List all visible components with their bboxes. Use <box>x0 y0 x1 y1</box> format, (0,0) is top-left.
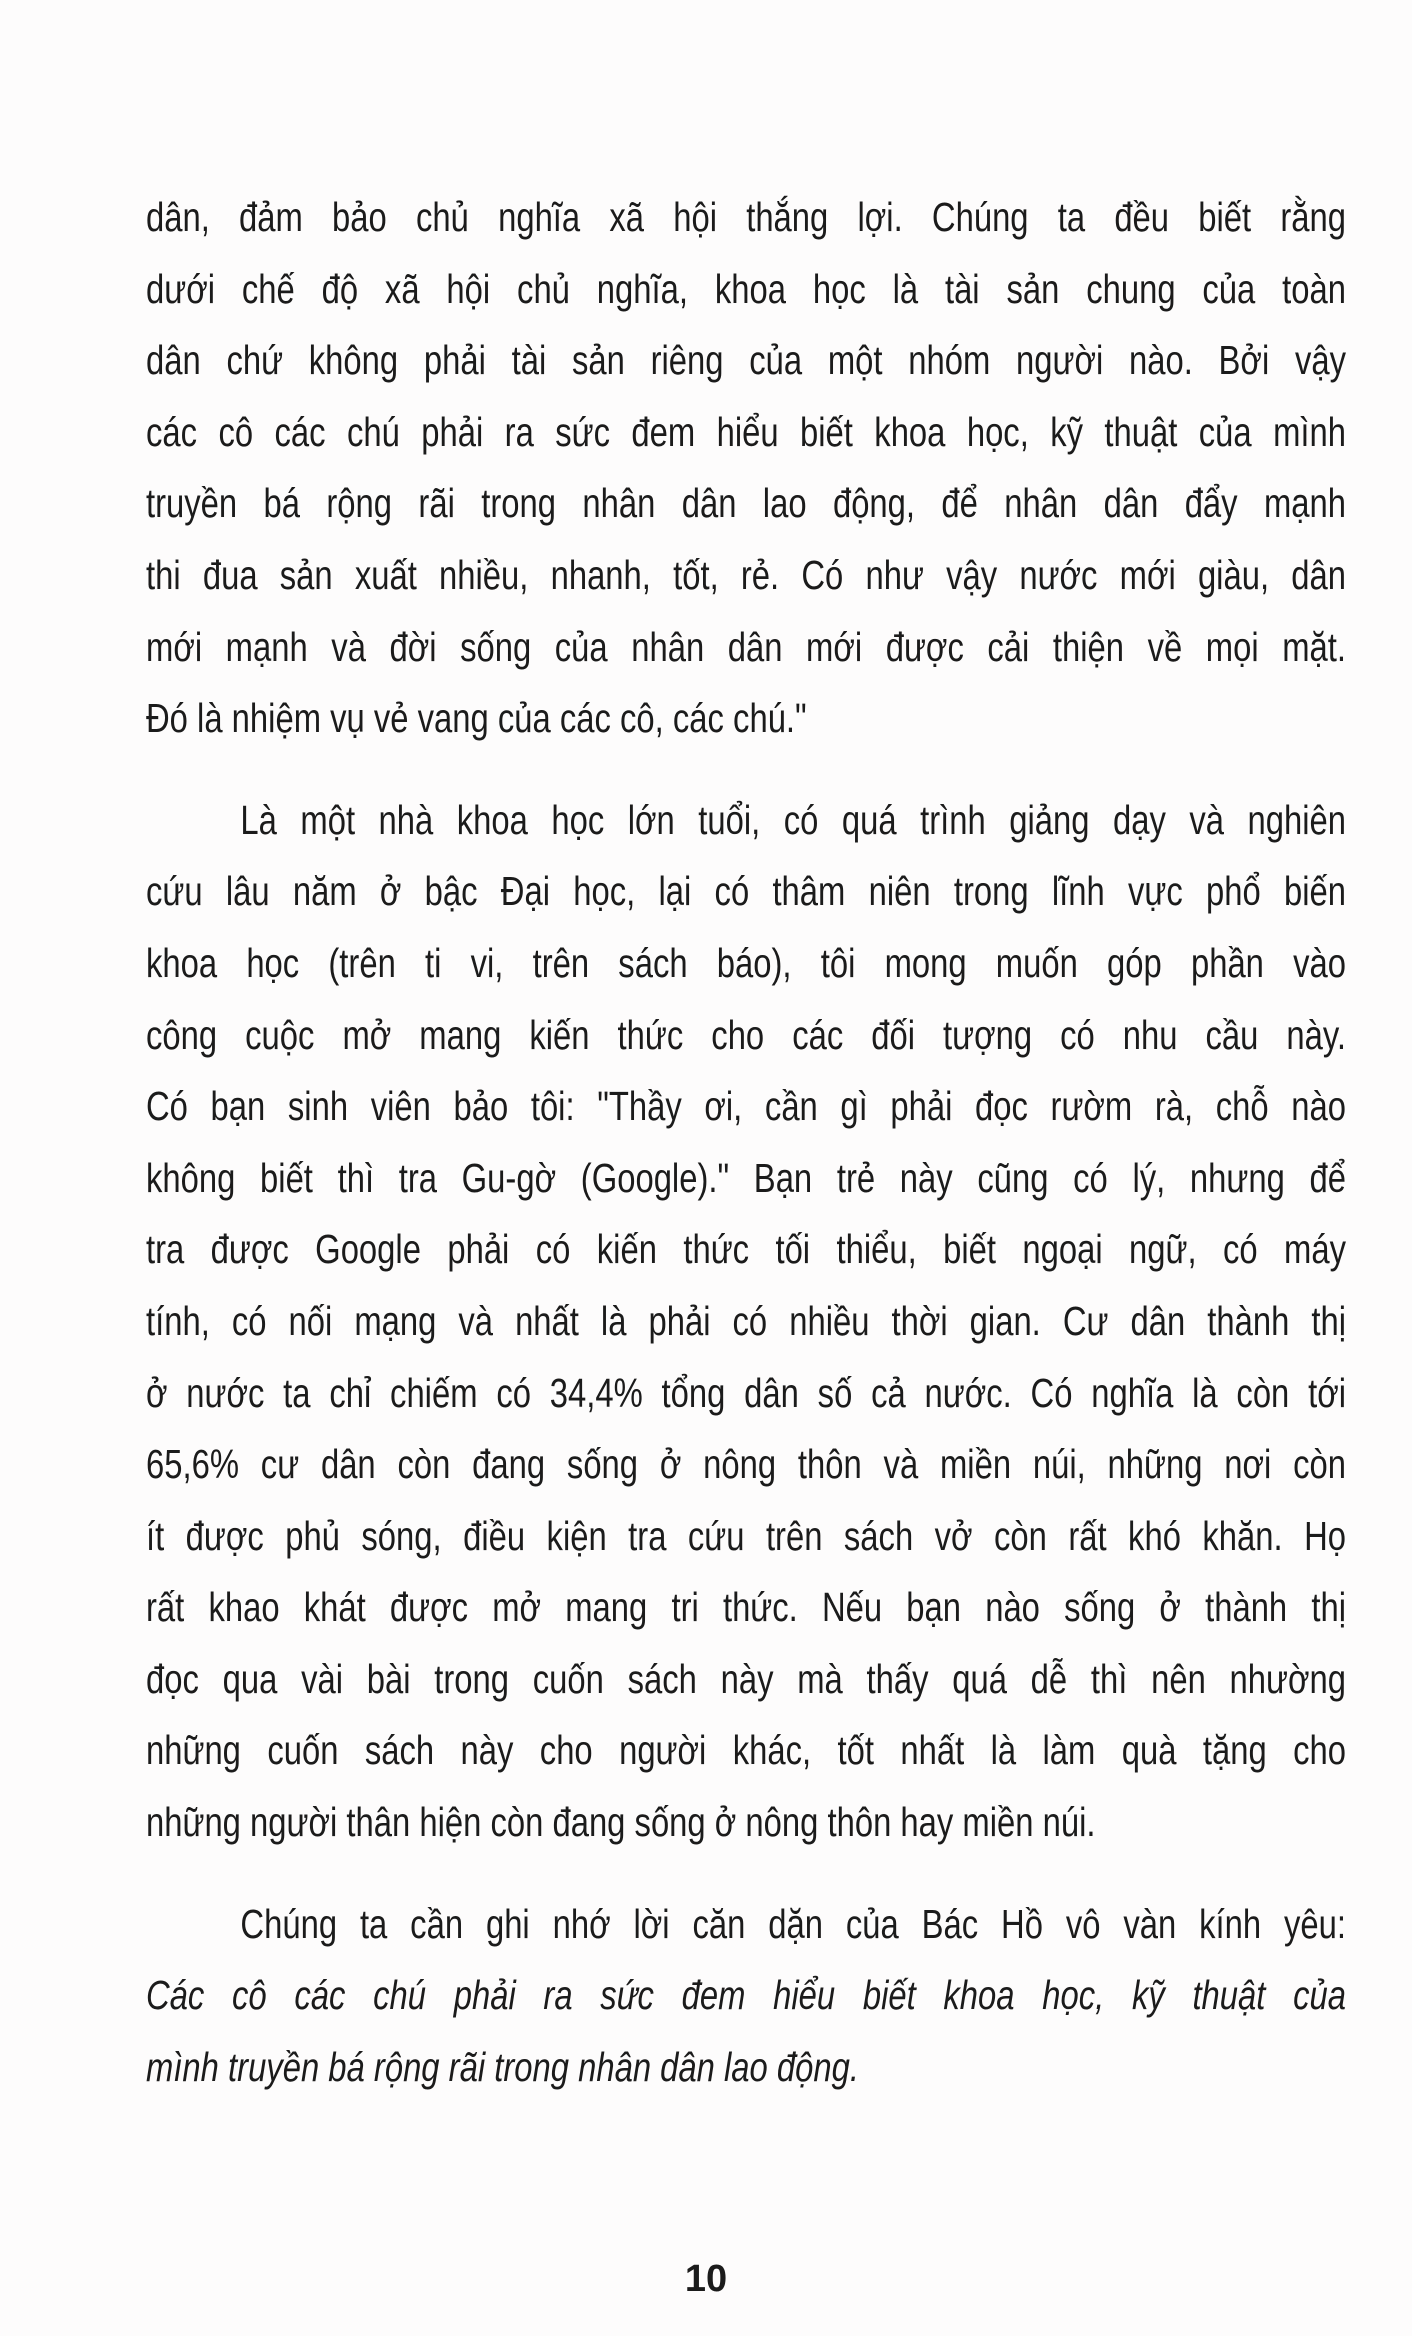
text-line: tính, có nối mạng và nhất là phải có nhiều thời gian. Cư dân thành thị <box>146 1297 1346 1344</box>
text-line: 65,6% cư dân còn đang sống ở nông thôn và miền núi, những nơi còn <box>146 1441 1346 1488</box>
text-line: dưới chế độ xã hội chủ nghĩa, khoa học là tài sản chung của toàn <box>146 265 1346 312</box>
text-line: Đó là nhiệm vụ vẻ vang của các cô, các chú." <box>146 695 807 742</box>
text-line: ít được phủ sóng, điều kiện tra cứu trên sách vở còn rất khó khăn. Họ <box>146 1512 1346 1559</box>
paragraph <box>146 785 1346 1859</box>
text-line: khoa học (trên ti vi, trên sách báo), tôi mong muốn góp phần vào <box>146 939 1346 986</box>
text-line: rất khao khát được mở mang tri thức. Nếu bạn nào sống ở thành thị <box>146 1584 1346 1631</box>
text-line: Có bạn sinh viên bảo tôi: "Thầy ơi, cần gì phải đọc rườm rà, chỗ nào <box>146 1083 1346 1130</box>
text-line: mình truyền bá rộng rãi trong nhân dân lao động. <box>146 2043 859 2090</box>
text-line: những người thân hiện còn đang sống ở nông thôn hay miền núi. <box>146 1799 1096 1846</box>
text-line: Chúng ta cần ghi nhớ lời căn dặn của Bác Hồ vô vàn kính yêu: <box>240 1900 1346 1947</box>
text-line: Là một nhà khoa học lớn tuổi, có quá trình giảng dạy và nghiên <box>240 796 1346 843</box>
text-line: dân chứ không phải tài sản riêng của một nhóm người nào. Bởi vậy <box>146 337 1346 384</box>
page-body <box>146 182 1346 2133</box>
text-line: mới mạnh và đời sống của nhân dân mới được cải thiện về mọi mặt. <box>146 623 1346 670</box>
text-line: công cuộc mở mang kiến thức cho các đối tượng có nhu cầu này. <box>146 1011 1346 1058</box>
text-line: Các cô các chú phải ra sức đem hiểu biết khoa học, kỹ thuật của <box>146 1972 1346 2019</box>
text-line: thi đua sản xuất nhiều, nhanh, tốt, rẻ. Có như vậy nước mới giàu, dân <box>146 551 1346 598</box>
text-line: cứu lâu năm ở bậc Đại học, lại có thâm niên trong lĩnh vực phổ biến <box>146 868 1346 915</box>
text-line: truyền bá rộng rãi trong nhân dân lao động, để nhân dân đẩy mạnh <box>146 480 1346 527</box>
page-number: 10 <box>684 2258 728 2300</box>
paragraph <box>146 182 1346 755</box>
text-line: những cuốn sách này cho người khác, tốt nhất là làm quà tặng cho <box>146 1727 1346 1774</box>
text-line: dân, đảm bảo chủ nghĩa xã hội thắng lợi. Chúng ta đều biết rằng <box>146 194 1346 240</box>
text-line: tra được Google phải có kiến thức tối thiểu, biết ngoại ngữ, có máy <box>146 1226 1346 1273</box>
text-line: đọc qua vài bài trong cuốn sách này mà thấy quá dễ thì nên nhường <box>146 1655 1346 1702</box>
text-line: các cô các chú phải ra sức đem hiểu biết khoa học, kỹ thuật của mình <box>146 408 1346 455</box>
paragraph <box>146 1889 1346 2104</box>
text-line: không biết thì tra Gu-gờ (Google)." Bạn trẻ này cũng có lý, nhưng để <box>146 1154 1346 1201</box>
text-line: ở nước ta chỉ chiếm có 34,4% tổng dân số cả nước. Có nghĩa là còn tới <box>146 1369 1346 1416</box>
